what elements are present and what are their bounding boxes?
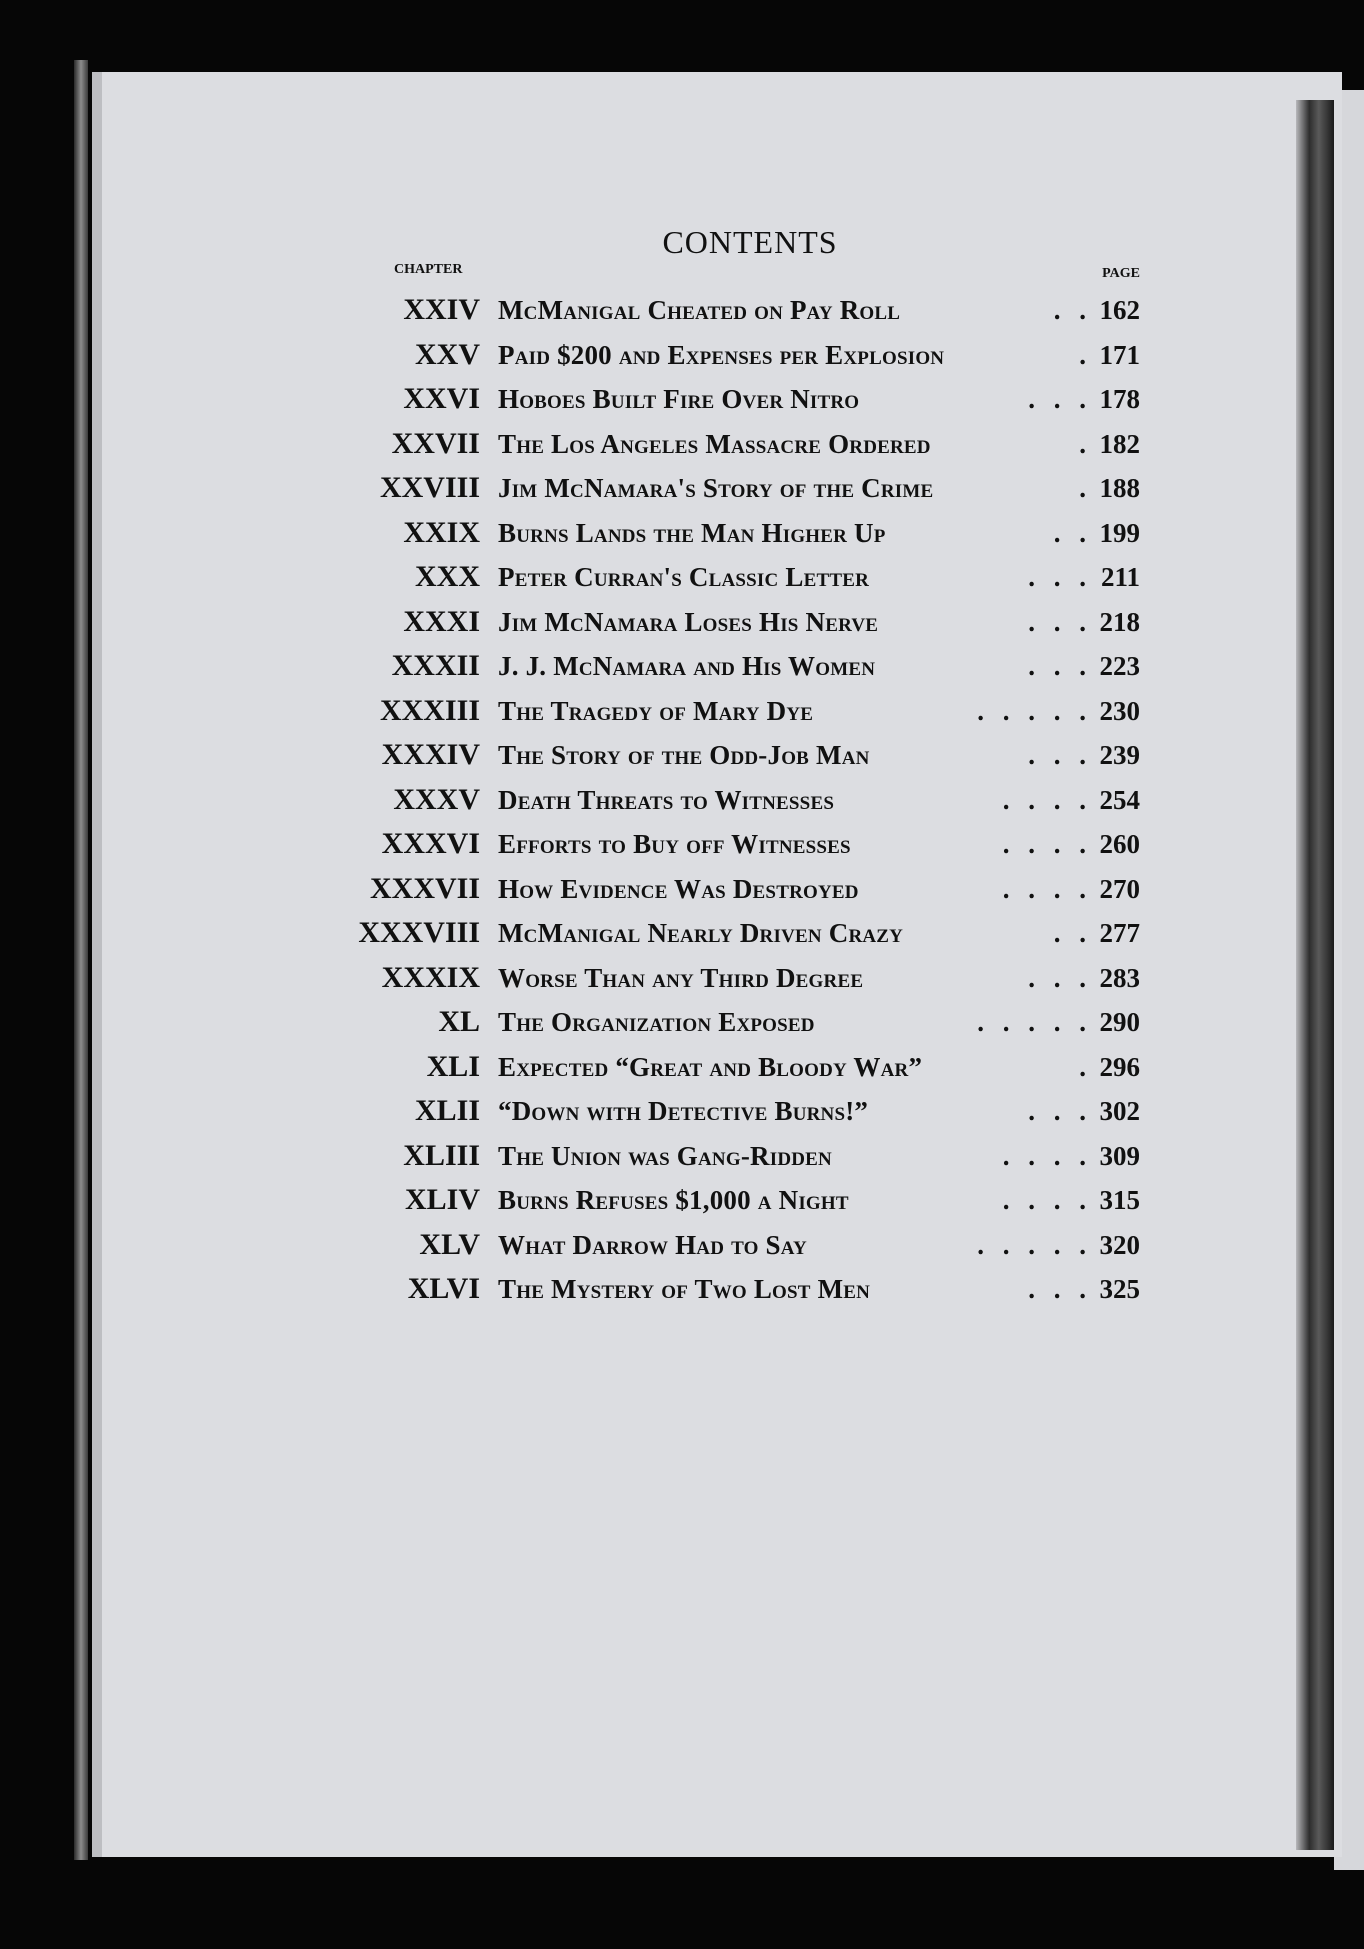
contents-entry (320, 956, 1152, 1001)
contents-entry (320, 778, 1152, 823)
chapter-number: XLVI (407, 1272, 480, 1305)
contents-entry (320, 822, 1152, 867)
book-gutter-right (1296, 100, 1334, 1850)
dot-leader: . . . . (1002, 1140, 1092, 1171)
chapter-title: Paid $200 and Expenses per Explosion (498, 339, 945, 370)
chapter-number: XLIV (404, 1183, 480, 1216)
page-number: 199 (1099, 517, 1140, 548)
chapter-number: XXXIV (381, 738, 480, 771)
dot-leader: . . . . (1002, 1185, 1092, 1215)
chapter-number: XXV (415, 337, 480, 371)
chapter-title: Peter Curran's Classic Letter (498, 562, 870, 592)
table-of-contents (320, 222, 1152, 1312)
page-number: 315 (1099, 1185, 1140, 1215)
page-number: 218 (1099, 606, 1140, 637)
chapter-title: McManigal Cheated on Pay Roll (498, 295, 901, 325)
contents-entry (320, 1000, 1152, 1045)
page-number: 254 (1099, 784, 1140, 815)
chapter-title: Burns Refuses $1,000 a Night (498, 1185, 849, 1215)
page-number: 320 (1099, 1229, 1140, 1260)
page-number: 188 (1099, 473, 1140, 503)
contents-entry (320, 1267, 1152, 1312)
dot-leader: . . . (1028, 1274, 1092, 1304)
page-number: 211 (1100, 562, 1140, 592)
contents-heading: CONTENTS (662, 224, 838, 260)
dot-leader: . (1079, 339, 1092, 370)
dot-leader: . . . (1028, 384, 1092, 414)
dot-leader: . . . . . (977, 695, 1092, 726)
page-column-header: PAGE (1102, 266, 1140, 281)
dot-leader: . . (1053, 295, 1092, 325)
chapter-number: XXXI (403, 604, 480, 638)
chapter-title: The Tragedy of Mary Dye (498, 695, 814, 726)
chapter-title: McManigal Nearly Driven Crazy (498, 918, 904, 948)
chapter-title: The Union was Gang-Ridden (498, 1140, 832, 1171)
page-number: 171 (1099, 339, 1140, 370)
contents-entry (320, 333, 1152, 378)
chapter-title: Jim McNamara Loses His Nerve (498, 606, 879, 637)
dot-leader: . . . (1028, 962, 1092, 993)
contents-entry (320, 288, 1152, 333)
contents-entry (320, 911, 1152, 956)
dot-leader: . (1079, 1051, 1092, 1082)
column-headers (320, 262, 1152, 284)
contents-entry (320, 689, 1152, 734)
contents-entry (320, 466, 1152, 511)
contents-entry (320, 867, 1152, 912)
chapter-number: XLII (414, 1094, 480, 1127)
chapter-title: Death Threats to Witnesses (498, 784, 835, 815)
contents-entry (320, 1045, 1152, 1090)
dot-leader: . . . . (1002, 873, 1092, 904)
contents-list (320, 288, 1152, 1312)
chapter-number: XLV (419, 1227, 480, 1261)
chapter-number: XXX (415, 560, 480, 593)
dot-leader: . . . (1028, 562, 1092, 592)
chapter-title: The Story of the Odd-Job Man (498, 740, 870, 770)
page-number: 277 (1099, 918, 1140, 948)
chapter-number: XXXVII (369, 871, 480, 905)
dot-leader: . (1079, 473, 1092, 503)
page-number: 302 (1099, 1096, 1140, 1126)
contents-entry (320, 733, 1152, 778)
dot-leader: . (1079, 428, 1092, 459)
page-number: 283 (1099, 962, 1140, 993)
chapter-number: XXIX (403, 515, 480, 549)
contents-entry (320, 377, 1152, 422)
contents-entry (320, 555, 1152, 600)
contents-entry (320, 1178, 1152, 1223)
dot-leader: . . . . . (977, 1229, 1092, 1260)
chapter-title: “Down with Detective Burns!” (498, 1096, 869, 1126)
chapter-number: XLIII (403, 1138, 480, 1172)
chapter-number: XXXVIII (358, 916, 480, 949)
dot-leader: . . . (1028, 606, 1092, 637)
page-number: 296 (1099, 1051, 1140, 1082)
dot-leader: . . . . . (977, 1007, 1092, 1037)
page-number: 290 (1099, 1007, 1140, 1037)
page-number: 270 (1099, 873, 1140, 904)
contents-entry (320, 1134, 1152, 1179)
chapter-number: XXVIII (379, 471, 480, 504)
chapter-number: XXIV (403, 293, 480, 326)
chapter-title: What Darrow Had to Say (498, 1229, 807, 1260)
dot-leader: . . . . (1002, 829, 1092, 859)
dot-leader: . . (1053, 918, 1092, 948)
page-number: 162 (1099, 295, 1140, 325)
chapter-column-header: CHAPTER (394, 262, 463, 277)
chapter-title: Expected “Great and Bloody War” (498, 1051, 923, 1082)
dot-leader: . . . (1028, 740, 1092, 770)
chapter-number: XXVII (391, 426, 480, 460)
chapter-title: Worse Than any Third Degree (498, 962, 864, 993)
contents-entry (320, 1089, 1152, 1134)
chapter-title: The Mystery of Two Lost Men (498, 1274, 871, 1304)
contents-entry (320, 422, 1152, 467)
chapter-title: The Organization Exposed (498, 1007, 815, 1037)
chapter-title: Hoboes Built Fire Over Nitro (498, 384, 860, 414)
dot-leader: . . . (1028, 651, 1092, 681)
chapter-number: XXXV (393, 782, 480, 816)
chapter-title: J. J. McNamara and His Women (498, 651, 876, 681)
chapter-number: XXXIX (381, 960, 480, 994)
contents-entry (320, 600, 1152, 645)
contents-entry (320, 1223, 1152, 1268)
chapter-number: XXXVI (381, 827, 480, 860)
chapter-title: Efforts to Buy off Witnesses (498, 829, 851, 859)
chapter-number: XL (438, 1005, 480, 1038)
page-number: 182 (1099, 428, 1140, 459)
dot-leader: . . . (1028, 1096, 1092, 1126)
page-number: 325 (1099, 1274, 1140, 1304)
chapter-title: The Los Angeles Massacre Ordered (498, 428, 931, 459)
chapter-title: How Evidence Was Destroyed (498, 873, 859, 904)
contents-entry (320, 511, 1152, 556)
chapter-title: Burns Lands the Man Higher Up (498, 517, 886, 548)
chapter-number: XXXIII (379, 693, 480, 727)
chapter-number: XXVI (403, 382, 480, 415)
page-number: 239 (1099, 740, 1140, 770)
dot-leader: . . (1053, 517, 1092, 548)
dot-leader: . . . . (1002, 784, 1092, 815)
page-number: 223 (1099, 651, 1140, 681)
book-binding-left (74, 60, 88, 1860)
chapter-title: Jim McNamara's Story of the Crime (498, 473, 934, 503)
page-number: 260 (1099, 829, 1140, 859)
chapter-number: XLI (426, 1049, 480, 1083)
page-number: 230 (1099, 695, 1140, 726)
page-number: 309 (1099, 1140, 1140, 1171)
chapter-number: XXXII (391, 649, 480, 682)
page-number: 178 (1099, 384, 1140, 414)
contents-entry (320, 644, 1152, 689)
